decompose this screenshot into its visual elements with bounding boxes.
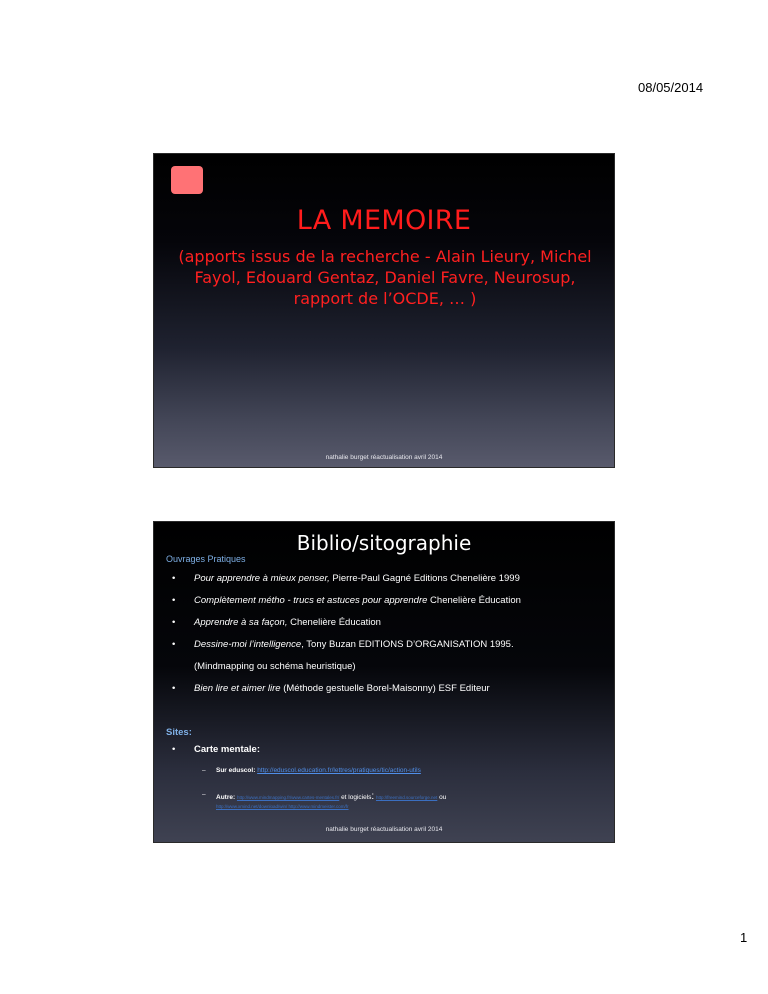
book-details: (Méthode gestuelle Borel-Maisonny) ESF Editeur xyxy=(280,683,490,694)
book-note: (Mindmapping ou schéma heuristique) xyxy=(194,661,356,672)
bullet-icon: • xyxy=(172,639,176,650)
carte-mentale-label: Carte mentale: xyxy=(194,744,260,755)
logiciel-link-1[interactable]: http://freemind.sourceforge.net xyxy=(376,795,438,800)
eduscol-label: Sur eduscol: xyxy=(216,767,256,774)
section-label-books: Ouvrages Pratiques xyxy=(166,554,246,564)
bullet-icon: • xyxy=(172,683,176,694)
logiciel-link-2[interactable]: http://www.xmind.net/download/win/ http://www.mindmeister.com/fr xyxy=(216,804,349,809)
bullet-icon: • xyxy=(172,595,176,606)
dash-icon: – xyxy=(202,767,206,774)
autre-item xyxy=(202,791,602,802)
ou-text: ou xyxy=(439,794,447,801)
book-details: Pierre-Paul Gagné Editions Chenelière 1999 xyxy=(329,573,520,584)
list-item-note xyxy=(172,661,602,683)
book-list xyxy=(172,573,602,705)
autre-link[interactable]: http://www.mindmapping.fr/www.cartes-mentales.fr/ xyxy=(236,795,340,800)
eduscol-link[interactable]: http://eduscol.education.fr/lettres/pratiques/tic/action-utils xyxy=(257,767,421,774)
slide-footer: nathalie burget réactualisation avril 2014 xyxy=(325,826,443,833)
page-date: 08/05/2014 xyxy=(638,80,704,95)
book-details: Chenelière Éducation xyxy=(287,617,381,628)
bullet-icon: • xyxy=(172,573,176,584)
book-title: Bien lire et aimer lire xyxy=(194,683,281,694)
list-item xyxy=(172,595,602,617)
book-details: Chenelière Éducation xyxy=(427,595,521,606)
bullet-icon: • xyxy=(172,744,176,755)
slide-heading: Biblio/sitographie xyxy=(296,531,472,555)
book-title: Complètement métho - trucs et astuces pour apprendre xyxy=(194,595,428,606)
list-item xyxy=(172,683,602,705)
book-title: Dessine-moi l’intelligence xyxy=(194,639,302,650)
slide-bibliography xyxy=(153,521,615,843)
book-title: Apprendre à sa façon, xyxy=(194,617,288,628)
section-label-sites: Sites: xyxy=(166,727,192,738)
list-item xyxy=(172,617,602,639)
logiciels-text: et logiciels xyxy=(341,794,372,801)
autre-item-continued xyxy=(216,803,615,810)
autre-label: Autre: xyxy=(216,794,236,801)
slide-footer: nathalie burget réactualisation avril 2014 xyxy=(325,454,443,461)
bullet-icon: • xyxy=(172,617,176,628)
slide-title-heading: LA MEMOIRE xyxy=(296,205,472,236)
slide-subtitle: (apports issus de la recherche - Alain Lieury, Michel Fayol, Edouard Gentaz, Daniel Favre, Neurosup, rapport de l’OCDE, … ) xyxy=(178,247,592,308)
slide-title xyxy=(153,153,615,468)
list-item xyxy=(172,639,602,661)
dash-icon: – xyxy=(202,791,206,798)
list-item xyxy=(172,573,602,595)
carte-mentale-item xyxy=(172,744,260,755)
book-title: Pour apprendre à mieux penser, xyxy=(194,573,330,584)
page-number: 1 xyxy=(740,930,748,945)
book-details: , Tony Buzan EDITIONS D’ORGANISATION 1995. xyxy=(301,639,514,650)
eduscol-item xyxy=(202,767,602,774)
logiciels-colon: : xyxy=(371,791,375,802)
accent-square xyxy=(171,166,203,194)
